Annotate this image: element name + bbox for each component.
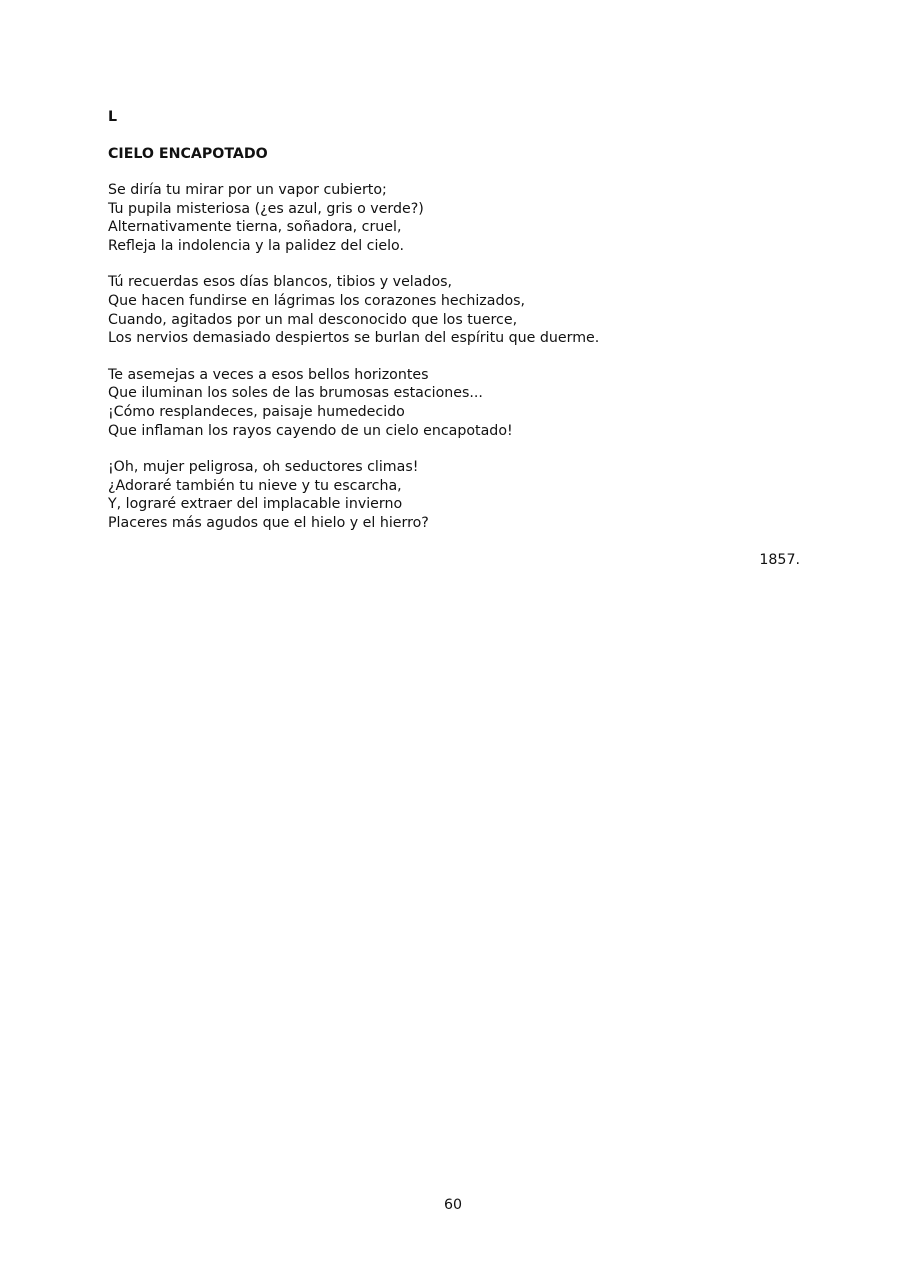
stanza-2 (108, 273, 800, 347)
verse-line: Se diría tu mirar por un vapor cubierto; (108, 182, 387, 198)
verse-line: Y, lograré extraer del implacable invierno (108, 496, 403, 513)
verse-line: Placeres más agudos que el hielo y el hierro? (108, 514, 429, 531)
poem-date: 1857. (759, 551, 800, 568)
verse-line: Que hacen fundirse en lágrimas los corazones hechizados, (108, 292, 526, 309)
verse-line: ¡Cómo resplandeces, paisaje humedecido (108, 403, 405, 420)
verse-line: Tu pupila misteriosa (¿es azul, gris o verde?) (108, 200, 424, 217)
stanza-4 (108, 458, 800, 532)
verse-line: Alternativamente tierna, soñadora, cruel, (108, 219, 402, 236)
verse-line: Que iluminan los soles de las brumosas estaciones... (108, 385, 483, 402)
verse-line: Te asemejas a veces a esos bellos horizontes (108, 366, 429, 383)
poem-number: L (108, 109, 118, 125)
poem-title: CIELO ENCAPOTADO (108, 146, 268, 162)
verse-line: ¿Adoraré también tu nieve y tu escarcha, (108, 477, 402, 494)
stanza-1 (108, 181, 800, 255)
verse-line: Tú recuerdas esos días blancos, tibios y velados, (108, 274, 453, 291)
verse-line: Que inflaman los rayos cayendo de un cielo encapotado! (108, 422, 513, 439)
verse-line: ¡Oh, mujer peligrosa, oh seductores climas! (108, 459, 419, 476)
verse-line: Los nervios demasiado despiertos se burlan del espíritu que duerme. (108, 330, 600, 347)
verse-line: Cuando, agitados por un mal desconocido que los tuerce, (108, 311, 518, 328)
stanza-3 (108, 366, 800, 440)
page-number: 60 (443, 1197, 463, 1213)
poem-body (108, 108, 800, 570)
verse-line: Refleja la indolencia y la palidez del cielo. (108, 237, 404, 254)
